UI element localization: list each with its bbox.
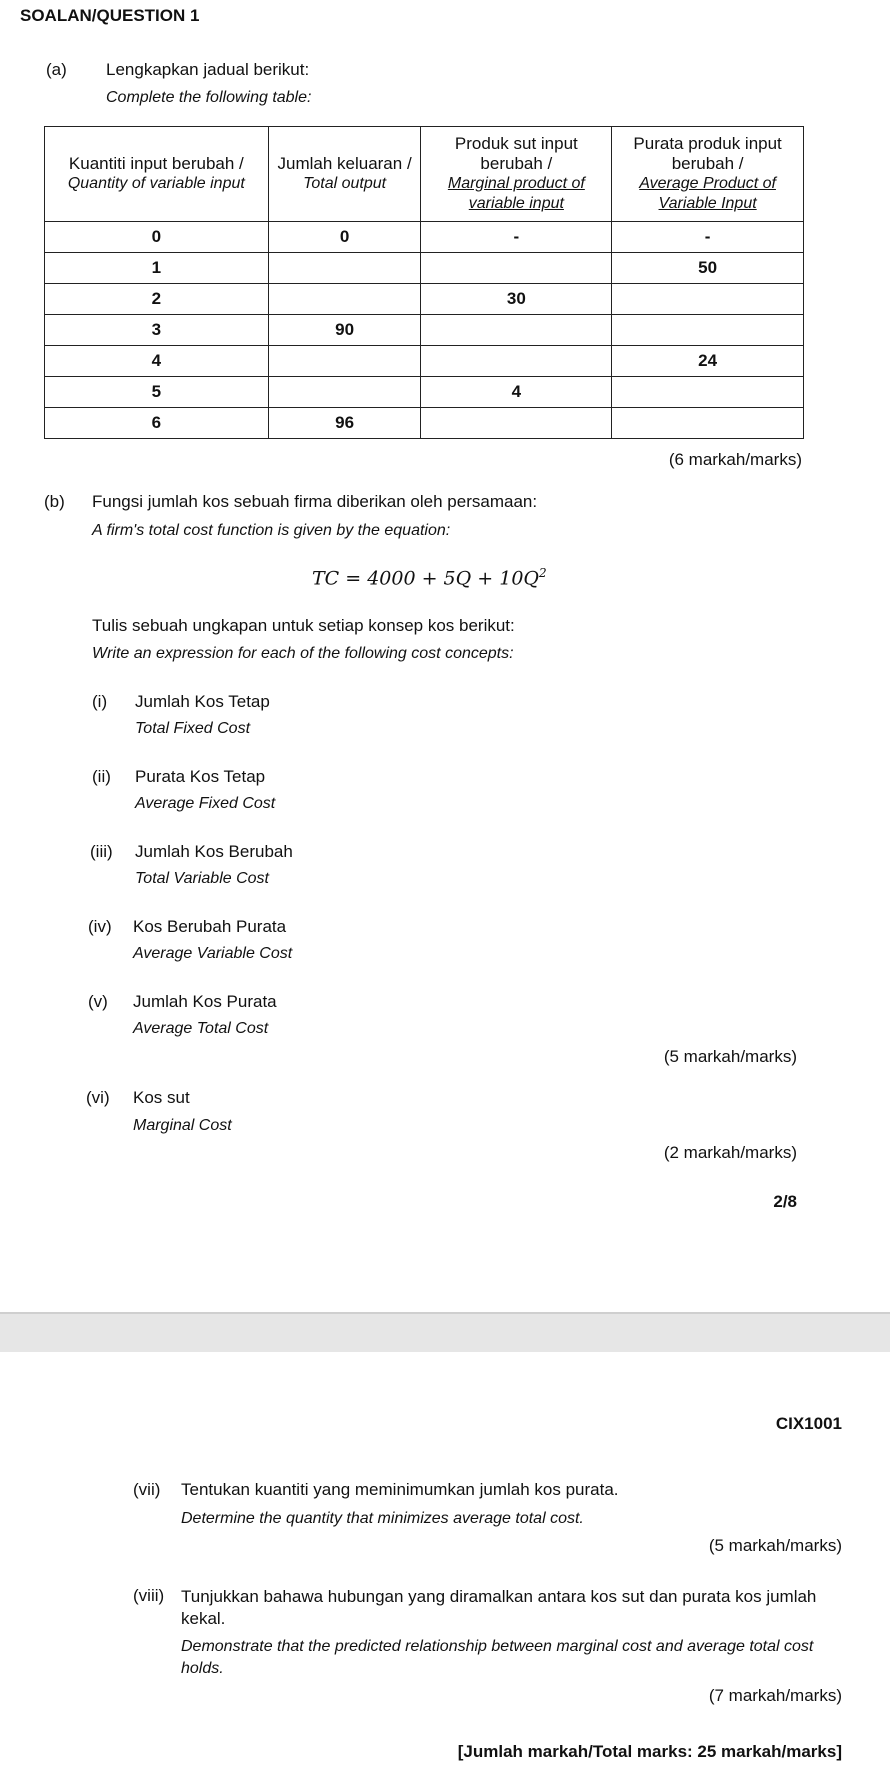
item-viii-ms: Tunjukkan bahawa hubungan yang diramalkan antara kos sut dan purata kos jumlah kekal. (181, 1587, 817, 1628)
table-cell: 90 (268, 315, 421, 346)
part-a-instruction-ms: Lengkapkan jadual berikut: (106, 60, 310, 79)
item-vi-ms: Kos sut (133, 1088, 190, 1107)
table-cell: - (612, 222, 804, 253)
item-iii-ms: Jumlah Kos Berubah (135, 842, 293, 861)
table-cell: 0 (45, 222, 269, 253)
part-a-instruction-en: Complete the following table: (106, 89, 312, 106)
part-b-statement-en: A firm's total cost function is given by the equation: (92, 522, 451, 539)
header-quantity: Kuantiti input berubah / Quantity of variable input (45, 127, 269, 222)
part-b-instruction-ms: Tulis sebuah ungkapan untuk setiap konsep kos berikut: (92, 616, 515, 635)
item-viii-number: (viii) (133, 1586, 165, 1605)
table-cell: - (421, 222, 612, 253)
table-cell (612, 408, 804, 439)
item-iii-en: Total Variable Cost (135, 870, 269, 887)
part-a-marks: (6 markah/marks) (668, 450, 802, 469)
item-iii-number: (iii) (90, 842, 113, 861)
production-table (44, 126, 804, 439)
table-cell (268, 346, 421, 377)
table-cell (612, 377, 804, 408)
table-row (45, 377, 804, 408)
table-cell (612, 315, 804, 346)
header-marginal-product: Produk sut input berubah / Marginal product of variable input (421, 127, 612, 222)
table-cell: 30 (421, 284, 612, 315)
table-cell (268, 377, 421, 408)
item-vii-ms: Tentukan kuantiti yang meminimumkan jumlah kos purata. (181, 1480, 619, 1499)
table-row (45, 408, 804, 439)
table-cell: 4 (45, 346, 269, 377)
table-cell (268, 253, 421, 284)
item-v-ms: Jumlah Kos Purata (133, 992, 277, 1011)
page-divider (0, 1312, 890, 1352)
part-b-label: (b) (44, 492, 65, 511)
table-cell: 5 (45, 377, 269, 408)
item-vii-number: (vii) (133, 1480, 161, 1499)
part-a-label: (a) (46, 60, 67, 79)
part-b-instruction-en: Write an expression for each of the following cost concepts: (92, 645, 514, 662)
table-cell (421, 346, 612, 377)
item-i-en: Total Fixed Cost (135, 720, 251, 737)
exam-page-2 (0, 1352, 890, 1774)
table-row (45, 315, 804, 346)
table-cell (421, 315, 612, 346)
question-title: SOALAN/QUESTION 1 (20, 6, 200, 25)
item-vi-en: Marginal Cost (133, 1117, 232, 1134)
header-average-product: Purata produk input berubah / Average Product of Variable Input (612, 127, 804, 222)
header-total-output: Jumlah keluaran / Total output (268, 127, 421, 222)
course-code: CIX1001 (775, 1414, 842, 1433)
table-cell: 50 (612, 253, 804, 284)
table-cell: 24 (612, 346, 804, 377)
marks-i-v: (5 markah/marks) (663, 1047, 797, 1066)
item-iv-number: (iv) (88, 917, 112, 936)
item-ii-number: (ii) (92, 767, 111, 786)
marks-vi: (2 markah/marks) (663, 1143, 797, 1162)
table-cell: 96 (268, 408, 421, 439)
table-cell (612, 284, 804, 315)
table-cell: 1 (45, 253, 269, 284)
marks-viii: (7 markah/marks) (708, 1686, 842, 1705)
part-b-statement-ms: Fungsi jumlah kos sebuah firma diberikan oleh persamaan: (92, 492, 538, 511)
page-number: 2/8 (773, 1192, 797, 1211)
item-ii-en: Average Fixed Cost (135, 795, 276, 812)
table-cell (421, 408, 612, 439)
item-viii-en: Demonstrate that the predicted relationship between marginal cost and average total cost holds. (181, 1638, 814, 1677)
item-iv-en: Average Variable Cost (133, 945, 293, 962)
table-cell (421, 253, 612, 284)
item-iv-ms: Kos Berubah Purata (133, 917, 287, 936)
table-row (45, 346, 804, 377)
table-row (45, 222, 804, 253)
table-header-row (45, 127, 804, 222)
item-vii-en: Determine the quantity that minimizes average total cost. (181, 1510, 584, 1527)
table-cell: 2 (45, 284, 269, 315)
table-cell: 0 (268, 222, 421, 253)
table-row (45, 253, 804, 284)
item-vi-number: (vi) (86, 1088, 110, 1107)
item-v-en: Average Total Cost (133, 1020, 269, 1037)
table-cell: 4 (421, 377, 612, 408)
item-ii-ms: Purata Kos Tetap (135, 767, 266, 786)
item-v-number: (v) (88, 992, 108, 1011)
table-cell: 6 (45, 408, 269, 439)
marks-vii: (5 markah/marks) (708, 1536, 842, 1555)
table-cell (268, 284, 421, 315)
table-row (45, 284, 804, 315)
total-marks: [Jumlah markah/Total marks: 25 markah/marks] (457, 1742, 842, 1761)
table-cell: 3 (45, 315, 269, 346)
item-i-number: (i) (92, 692, 108, 711)
item-i-ms: Jumlah Kos Tetap (135, 692, 270, 711)
cost-equation: TC = $4000 + 5Q + 10Q^2$ (312, 566, 547, 590)
